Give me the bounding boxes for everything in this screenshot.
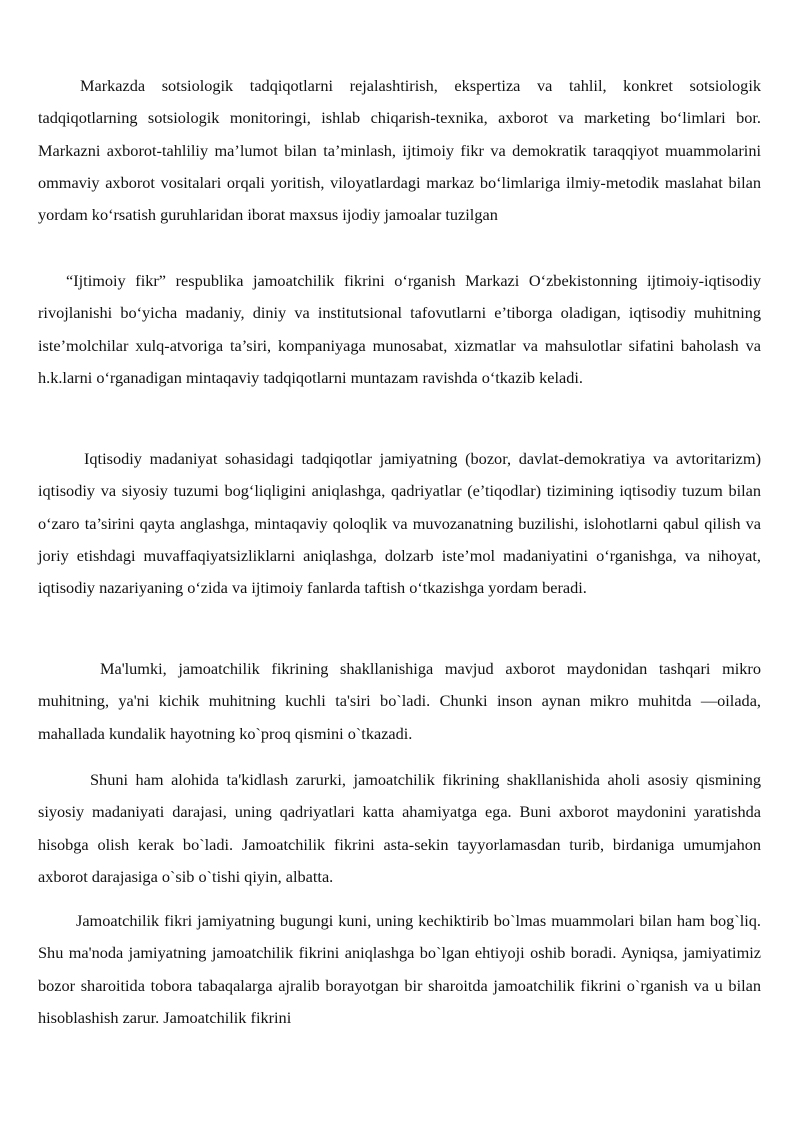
paragraph-micro-environment: Ma'lumki, jamoatchilik fikrining shakllanishiga mavjud axborot maydonidan tashqari mikro muhitning, ya'ni kichik muhitning kuchli ta'siri bo`ladi. Chunki inson aynan mikro muhitda —oilada, mahallada kundalik hayotning ko`proq qismini o`tkazadi.: [38, 659, 761, 743]
paragraph-ijtimoiy-fikr-centre: “Ijtimoiy fikr” respublika jamoatchilik fikrini o‘rganish Markazi O‘zbekistonning ijtimoiy-iqtisodiy rivojlanishi bo‘yicha madaniy, diniy va institutsional tafovutlarni e’tiborga oladigan, iqtisodiy muhitning iste’molchilar xulq-atvoriga ta’siri, kompaniyaga munosabat, xizmatlar va mahsulotlar sifatini baholash va h.k.larni o‘rganadigan mintaqaviy tadqiqotlarni muntazam ravishda o‘tkazib keladi.: [38, 271, 761, 387]
paragraph-public-opinion-needs: Jamoatchilik fikri jamiyatning bugungi kuni, uning kechiktirib bo`lmas muammolari bilan ham bog`liq. Shu ma'noda jamiyatning jamoatchilik fikrini aniqlashga bo`lgan ehtiyoji oshib boradi. Ayniqsa, jamiyatimiz bozor sharoitida tobora tabaqalarga ajralib borayotgan bir sharoitda jamoatchilik fikrini o`rganish va u bilan hisoblashish zarur. Jamoatchilik fikrini: [38, 911, 761, 1027]
paragraph-political-culture: Shuni ham alohida ta'kidlash zarurki, jamoatchilik fikrining shakllanishida aholi asosiy qismining siyosiy madaniyati darajasi, uning qadriyatlari katta ahamiyatga ega. Buni axborot maydonini yaratishda hisobga olish kerak bo`ladi. Jamoatchilik fikrini asta-sekin tayyorlamasdan turib, birdaniga umumjahon axborot darajasiga o`sib o`tishi qiyin, albatta.: [38, 770, 761, 886]
paragraph-economic-culture-research: Iqtisodiy madaniyat sohasidagi tadqiqotlar jamiyatning (bozor, davlat-demokratiya va avtoritarizm) iqtisodiy va siyosiy tuzumi bog‘liqligini aniqlashga, qadriyatlar (e’tiqodlar) tizimining iqtisodiy tuzum bilan o‘zaro ta’sirini qayta anglashga, mintaqaviy qoloqlik va muvozanatning buzilishi, islohotlarni qabul qilish va joriy etishdagi muvaffaqiyatsizliklarni aniqlashga, dolzarb iste’mol madaniyatini o‘rganishga, va nihoyat, iqtisodiy nazariyaning o‘zida va ijtimoiy fanlarda taftish o‘tkazishga yordam beradi.: [38, 449, 761, 598]
paragraph-centre-departments: Markazda sotsiologik tadqiqotlarni rejalashtirish, ekspertiza va tahlil, konkret sotsiologik tadqiqotlarning sotsiologik monitoringi, ishlab chiqarish-texnika, axborot va marketing bo‘limlari bor. Markazni axborot-tahliliy ma’lumot bilan ta’minlash, ijtimoiy fikr va demokratik taraqqiyot muammolarini ommaviy axborot vositalari orqali yoritish, viloyatlardagi markaz bo‘limlariga ilmiy-metodik maslahat bilan yordam ko‘rsatish guruhlaridan iborat maxsus ijodiy jamoalar tuzilgan: [38, 76, 761, 225]
